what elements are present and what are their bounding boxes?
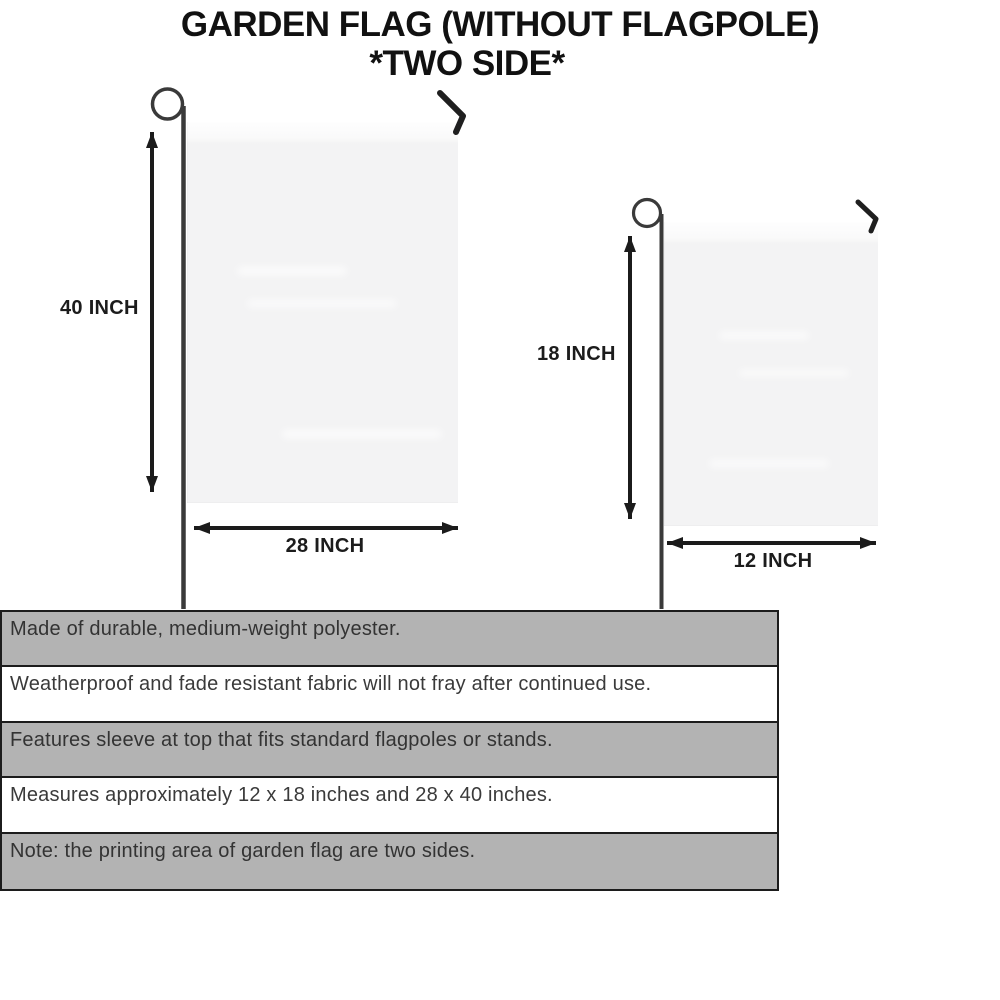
fabric-wrinkle: [739, 370, 849, 376]
fabric-wrinkle: [709, 460, 829, 467]
feature-row: Made of durable, medium-weight polyester.: [2, 612, 777, 667]
feature-row: Weatherproof and fade resistant fabric will not fray after continued use.: [2, 667, 777, 722]
features-table: [0, 610, 779, 891]
small-flag-width-label: 12 INCH: [733, 550, 813, 572]
large-flag-fabric: [187, 122, 458, 503]
feature-row: Features sleeve at top that fits standard flagpoles or stands.: [2, 723, 777, 778]
large-flag-height-label: 40 INCH: [60, 297, 139, 319]
fabric-wrinkle: [282, 430, 442, 438]
page-title: GARDEN FLAG (WITHOUT FLAGPOLE): [180, 5, 820, 44]
fabric-wrinkle: [237, 267, 347, 275]
large-flag-width-label: 28 INCH: [285, 535, 365, 557]
fabric-wrinkle: [719, 332, 809, 339]
small-flag-height-label: 18 INCH: [537, 343, 616, 365]
feature-row: Measures approximately 12 x 18 inches and 28 x 40 inches.: [2, 778, 777, 833]
page-subtitle: *TWO SIDE*: [369, 44, 565, 83]
small-flag-fabric: [664, 222, 878, 526]
large-flagpole-loop: [153, 89, 183, 119]
small-flagpole-loop: [634, 200, 661, 227]
fabric-wrinkle: [247, 300, 397, 307]
feature-row: Note: the printing area of garden flag are two sides.: [2, 834, 777, 889]
